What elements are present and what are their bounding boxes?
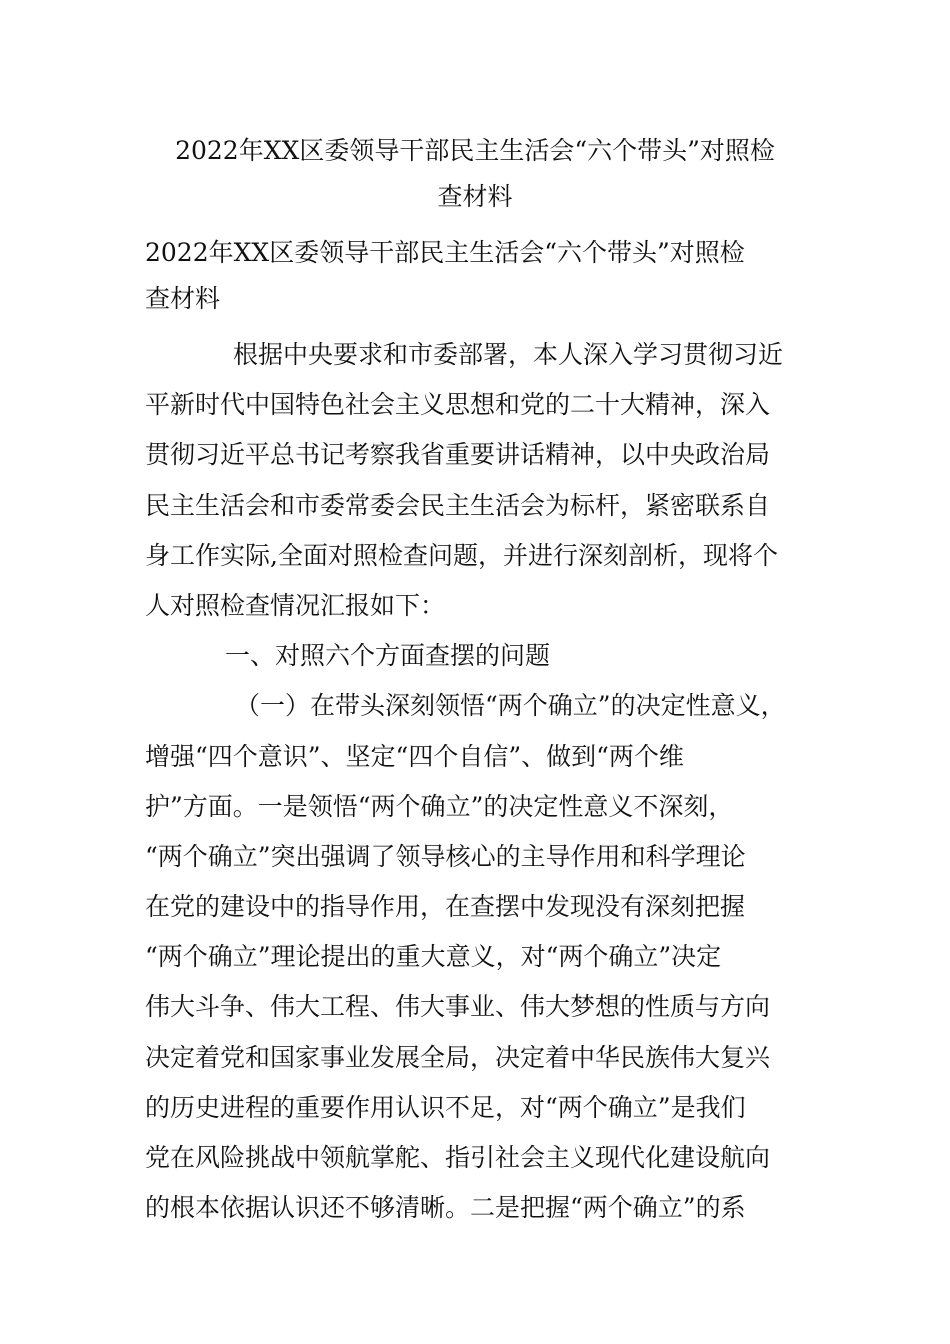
body-line: 平新时代中国特色社会主义思想和党的二十大精神，深入 [145, 390, 771, 420]
body-line: 在党的建设中的指导作用，在查摆中发现没有深刻把握 [145, 892, 746, 922]
body-line: 的历史进程的重要作用认识不足，对“两个确立”是我们 [145, 1092, 746, 1122]
subsection-heading: （一）在带头深刻领悟“两个确立”的决定性意义， [235, 691, 786, 721]
body-line: “两个确立”突出强调了领导核心的主导作用和科学理论 [145, 841, 746, 871]
body-line: 决定着党和国家事业发展全局，决定着中华民族伟大复兴 [145, 1042, 771, 1072]
document-title [100, 128, 850, 220]
body-line: 身工作实际,全面对照检查问题，并进行深刻剖析，现将个 [145, 540, 778, 570]
body-line: 民主生活会和市委常委会民主生活会为标杆，紧密联系自 [145, 490, 771, 520]
body-line: 人对照检查情况汇报如下： [145, 590, 446, 620]
body-line: 护”方面。一是领悟“两个确立”的决定性意义不深刻， [145, 791, 734, 821]
body-line: 党在风险挑战中领航掌舵、指引社会主义现代化建设航向 [145, 1143, 771, 1172]
subtitle-line-2: 查材料 [145, 284, 221, 313]
document-subtitle [145, 230, 845, 322]
title-line-2: 查材料 [437, 182, 513, 211]
title-line-1: 2022年XX区委领导干部民主生活会“六个带头”对照检 [175, 136, 775, 165]
body-line: “两个确立”理论提出的重大意义，对“两个确立”决定 [145, 942, 722, 972]
body-line: 增强“四个意识”、坚定“四个自信”、做到“两个维 [145, 741, 684, 771]
subtitle-line-1: 2022年XX区委领导干部民主生活会“六个带头”对照检 [145, 238, 745, 267]
body-line: 根据中央要求和市委部署，本人深入学习贯彻习近 [233, 340, 784, 369]
document-body [145, 330, 865, 1233]
section-heading: 一、对照六个方面查摆的问题 [225, 641, 551, 671]
body-line: 的根本依据认识还不够清晰。二是把握“两个确立”的系 [145, 1193, 746, 1223]
body-line: 贯彻习近平总书记考察我省重要讲话精神，以中央政治局 [145, 440, 771, 470]
body-line: 伟大斗争、伟大工程、伟大事业、伟大梦想的性质与方向 [145, 992, 771, 1022]
